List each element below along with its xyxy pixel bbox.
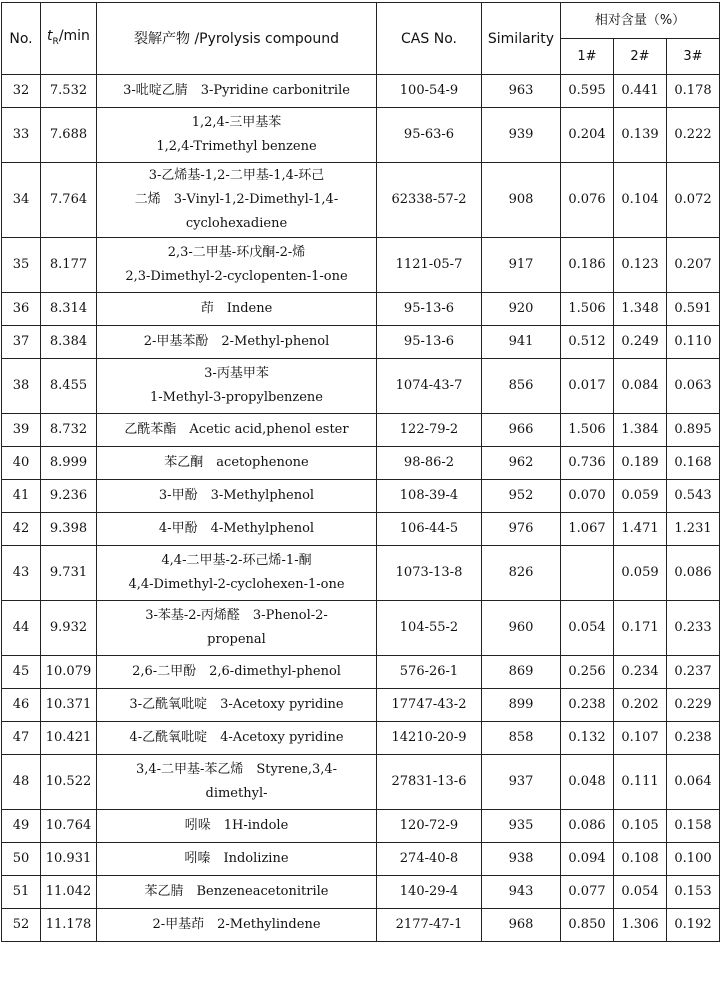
cell-sample-2: 1.384 [614, 414, 667, 447]
cell-no: 43 [2, 546, 41, 601]
cell-sample-1: 0.070 [561, 480, 614, 513]
table-body [2, 75, 720, 942]
cell-similarity: 826 [482, 546, 561, 601]
cell-cas: 95-63-6 [377, 108, 482, 163]
compound-name-line: 3-甲酚 3-Methylphenol [158, 488, 315, 503]
compound-name-line: 吲哚 1H-indole [184, 818, 289, 833]
cell-sample-3: 0.168 [667, 447, 720, 480]
cell-no: 36 [2, 293, 41, 326]
cell-retention-time: 8.177 [41, 238, 97, 293]
cell-no: 48 [2, 755, 41, 810]
cell-cas: 140-29-4 [377, 876, 482, 909]
cell-cas: 1074-43-7 [377, 359, 482, 414]
cell-retention-time: 9.398 [41, 513, 97, 546]
cell-sample-1: 0.850 [561, 909, 614, 942]
cell-sample-3: 0.543 [667, 480, 720, 513]
cell-sample-3: 0.153 [667, 876, 720, 909]
cell-compound [97, 480, 377, 513]
cell-cas: 100-54-9 [377, 75, 482, 108]
cell-similarity: 952 [482, 480, 561, 513]
cell-compound [97, 546, 377, 601]
cell-cas: 27831-13-6 [377, 755, 482, 810]
cell-sample-2: 0.104 [614, 163, 667, 238]
cell-similarity: 938 [482, 843, 561, 876]
compound-name-line: 4,4-Dimethyl-2-cyclohexen-1-one [128, 577, 345, 592]
cell-sample-2: 0.189 [614, 447, 667, 480]
cell-no: 46 [2, 689, 41, 722]
cell-sample-3: 0.591 [667, 293, 720, 326]
compound-name-line: 乙酰苯酯 Acetic acid,phenol ester [124, 422, 349, 437]
cell-sample-1: 0.595 [561, 75, 614, 108]
cell-compound [97, 163, 377, 238]
cell-sample-3: 0.072 [667, 163, 720, 238]
table-row [2, 238, 720, 293]
cell-retention-time: 8.455 [41, 359, 97, 414]
cell-retention-time: 11.178 [41, 909, 97, 942]
cell-compound [97, 843, 377, 876]
cell-sample-1 [561, 546, 614, 601]
cell-retention-time: 7.532 [41, 75, 97, 108]
cell-sample-1: 0.077 [561, 876, 614, 909]
cell-cas: 104-55-2 [377, 601, 482, 656]
cell-compound [97, 909, 377, 942]
compound-name-line: 1-Methyl-3-propylbenzene [149, 390, 323, 405]
cell-similarity: 869 [482, 656, 561, 689]
cell-sample-2: 0.084 [614, 359, 667, 414]
compound-name-line: 4,4-二甲基-2-环己烯-1-酮 [161, 553, 312, 568]
cell-no: 38 [2, 359, 41, 414]
cell-retention-time: 8.732 [41, 414, 97, 447]
compound-name-line: 3,4-二甲基-苯乙烯 Styrene,3,4- [135, 762, 338, 777]
cell-sample-3: 0.237 [667, 656, 720, 689]
cell-retention-time: 7.764 [41, 163, 97, 238]
cell-sample-2: 0.108 [614, 843, 667, 876]
cell-sample-2: 0.234 [614, 656, 667, 689]
cell-retention-time: 10.931 [41, 843, 97, 876]
compound-name-line: 3-乙酰氧吡啶 3-Acetoxy pyridine [129, 697, 344, 712]
cell-sample-1: 0.094 [561, 843, 614, 876]
cell-sample-2: 1.471 [614, 513, 667, 546]
cell-sample-2: 0.054 [614, 876, 667, 909]
cell-sample-3: 0.086 [667, 546, 720, 601]
compound-name-line: 3-苯基-2-丙烯醛 3-Phenol-2- [145, 608, 328, 623]
compound-name-line: 苯乙腈 Benzeneacetonitrile [144, 884, 329, 899]
cell-sample-1: 0.132 [561, 722, 614, 755]
cell-sample-1: 0.076 [561, 163, 614, 238]
compound-name-line: propenal [207, 632, 266, 647]
cell-sample-2: 0.441 [614, 75, 667, 108]
cell-cas: 95-13-6 [377, 326, 482, 359]
cell-retention-time: 11.042 [41, 876, 97, 909]
cell-compound [97, 447, 377, 480]
cell-sample-2: 0.202 [614, 689, 667, 722]
cell-cas: 122-79-2 [377, 414, 482, 447]
cell-cas: 1121-05-7 [377, 238, 482, 293]
cell-sample-1: 0.086 [561, 810, 614, 843]
header-sample-3: 3# [667, 39, 720, 75]
cell-cas: 14210-20-9 [377, 722, 482, 755]
cell-compound [97, 601, 377, 656]
cell-sample-2: 0.107 [614, 722, 667, 755]
cell-cas: 274-40-8 [377, 843, 482, 876]
cell-compound [97, 722, 377, 755]
header-sample-1: 1# [561, 39, 614, 75]
compound-name-line: 1,2,4-Trimethyl benzene [156, 139, 317, 154]
cell-sample-3: 0.100 [667, 843, 720, 876]
cell-compound [97, 414, 377, 447]
cell-retention-time: 10.522 [41, 755, 97, 810]
cell-sample-1: 1.506 [561, 414, 614, 447]
cell-sample-3: 0.064 [667, 755, 720, 810]
cell-no: 33 [2, 108, 41, 163]
cell-no: 35 [2, 238, 41, 293]
cell-sample-3: 0.063 [667, 359, 720, 414]
header-cas: CAS No. [377, 3, 482, 75]
cell-sample-1: 0.204 [561, 108, 614, 163]
compound-name-line: 3-乙烯基-1,2-二甲基-1,4-环己 [148, 168, 325, 183]
cell-retention-time: 9.236 [41, 480, 97, 513]
cell-no: 44 [2, 601, 41, 656]
cell-similarity: 899 [482, 689, 561, 722]
cell-similarity: 935 [482, 810, 561, 843]
cell-sample-1: 0.238 [561, 689, 614, 722]
compound-name-line: 吲嗪 Indolizine [184, 851, 289, 866]
cell-retention-time: 8.384 [41, 326, 97, 359]
cell-cas: 62338-57-2 [377, 163, 482, 238]
cell-sample-1: 0.736 [561, 447, 614, 480]
cell-compound [97, 75, 377, 108]
cell-sample-2: 1.306 [614, 909, 667, 942]
cell-retention-time: 8.314 [41, 293, 97, 326]
cell-similarity: 966 [482, 414, 561, 447]
cell-sample-1: 0.256 [561, 656, 614, 689]
cell-compound [97, 656, 377, 689]
cell-sample-2: 0.059 [614, 480, 667, 513]
compound-name-line: 2,6-二甲酚 2,6-dimethyl-phenol [132, 664, 341, 679]
compound-name-line: 3-丙基甲苯 [204, 366, 269, 381]
cell-sample-3: 0.192 [667, 909, 720, 942]
header-relative-content: 相对含量（%） [561, 3, 720, 39]
cell-compound [97, 876, 377, 909]
table-row [2, 414, 720, 447]
cell-sample-3: 0.222 [667, 108, 720, 163]
cell-sample-2: 0.123 [614, 238, 667, 293]
header-no: No. [2, 3, 41, 75]
cell-compound [97, 755, 377, 810]
cell-similarity: 941 [482, 326, 561, 359]
cell-sample-1: 0.048 [561, 755, 614, 810]
cell-sample-3: 0.110 [667, 326, 720, 359]
table-row [2, 359, 720, 414]
compound-name-line: 二烯 3-Vinyl-1,2-Dimethyl-1,4- [134, 192, 339, 207]
cell-compound [97, 238, 377, 293]
header-similarity: Similarity [482, 3, 561, 75]
cell-no: 42 [2, 513, 41, 546]
cell-sample-1: 0.186 [561, 238, 614, 293]
table-row [2, 293, 720, 326]
cell-compound [97, 810, 377, 843]
cell-retention-time: 9.731 [41, 546, 97, 601]
cell-sample-3: 0.178 [667, 75, 720, 108]
cell-cas: 106-44-5 [377, 513, 482, 546]
cell-no: 32 [2, 75, 41, 108]
header-sample-2: 2# [614, 39, 667, 75]
cell-sample-2: 0.105 [614, 810, 667, 843]
cell-no: 47 [2, 722, 41, 755]
cell-cas: 108-39-4 [377, 480, 482, 513]
cell-retention-time: 10.421 [41, 722, 97, 755]
cell-cas: 95-13-6 [377, 293, 482, 326]
cell-compound [97, 513, 377, 546]
table-row [2, 447, 720, 480]
cell-compound [97, 359, 377, 414]
cell-cas: 120-72-9 [377, 810, 482, 843]
table-row [2, 810, 720, 843]
cell-sample-2: 1.348 [614, 293, 667, 326]
cell-no: 52 [2, 909, 41, 942]
table-row [2, 601, 720, 656]
cell-similarity: 962 [482, 447, 561, 480]
table-row [2, 326, 720, 359]
cell-sample-3: 0.238 [667, 722, 720, 755]
cell-no: 51 [2, 876, 41, 909]
table-row [2, 722, 720, 755]
cell-sample-3: 0.895 [667, 414, 720, 447]
cell-similarity: 943 [482, 876, 561, 909]
table-row [2, 513, 720, 546]
cell-sample-2: 0.111 [614, 755, 667, 810]
compound-name-line: 2-甲基茚 2-Methylindene [152, 917, 321, 932]
table-row [2, 546, 720, 601]
cell-no: 37 [2, 326, 41, 359]
cell-sample-3: 0.233 [667, 601, 720, 656]
cell-sample-2: 0.249 [614, 326, 667, 359]
cell-compound [97, 293, 377, 326]
table-row [2, 755, 720, 810]
cell-sample-1: 0.054 [561, 601, 614, 656]
cell-no: 49 [2, 810, 41, 843]
cell-cas: 17747-43-2 [377, 689, 482, 722]
cell-cas: 98-86-2 [377, 447, 482, 480]
cell-sample-3: 0.229 [667, 689, 720, 722]
table-row [2, 876, 720, 909]
cell-sample-2: 0.171 [614, 601, 667, 656]
table-row [2, 843, 720, 876]
compound-name-line: 茚 Indene [200, 301, 273, 316]
cell-sample-1: 0.512 [561, 326, 614, 359]
cell-similarity: 856 [482, 359, 561, 414]
header-retention-time: $t_R/\min$ [41, 3, 97, 75]
pyrolysis-compound-table [1, 2, 720, 942]
cell-similarity: 939 [482, 108, 561, 163]
cell-retention-time: 8.999 [41, 447, 97, 480]
cell-no: 45 [2, 656, 41, 689]
cell-retention-time: 9.932 [41, 601, 97, 656]
cell-no: 34 [2, 163, 41, 238]
table-header [2, 3, 720, 75]
cell-similarity: 937 [482, 755, 561, 810]
cell-no: 50 [2, 843, 41, 876]
cell-similarity: 920 [482, 293, 561, 326]
compound-name-line: 2,3-二甲基-环戊酮-2-烯 [167, 245, 306, 260]
compound-name-line: 4-乙酰氧吡啶 4-Acetoxy pyridine [129, 730, 344, 745]
cell-no: 39 [2, 414, 41, 447]
cell-cas: 2177-47-1 [377, 909, 482, 942]
cell-cas: 1073-13-8 [377, 546, 482, 601]
table-row [2, 656, 720, 689]
cell-sample-3: 1.231 [667, 513, 720, 546]
cell-compound [97, 689, 377, 722]
table-row [2, 480, 720, 513]
compound-name-line: 4-甲酚 4-Methylphenol [158, 521, 315, 536]
compound-name-line: 2-甲基苯酚 2-Methyl-phenol [143, 334, 330, 349]
compound-name-line: 3-吡啶乙腈 3-Pyridine carbonitrile [123, 83, 350, 98]
cell-no: 41 [2, 480, 41, 513]
header-compound: 裂解产物 /Pyrolysis compound [97, 3, 377, 75]
cell-sample-1: 1.067 [561, 513, 614, 546]
cell-similarity: 963 [482, 75, 561, 108]
compound-name-line: 1,2,4-三甲基苯 [191, 115, 282, 130]
compound-name-line: cyclohexadiene [185, 216, 288, 231]
cell-sample-1: 1.506 [561, 293, 614, 326]
cell-similarity: 858 [482, 722, 561, 755]
cell-similarity: 908 [482, 163, 561, 238]
table-row [2, 108, 720, 163]
cell-similarity: 968 [482, 909, 561, 942]
table-row [2, 163, 720, 238]
table-row [2, 75, 720, 108]
cell-cas: 576-26-1 [377, 656, 482, 689]
cell-compound [97, 326, 377, 359]
table-row [2, 689, 720, 722]
cell-retention-time: 10.079 [41, 656, 97, 689]
compound-name-line: 苯乙酮 acetophenone [164, 455, 309, 470]
cell-similarity: 960 [482, 601, 561, 656]
cell-sample-3: 0.158 [667, 810, 720, 843]
cell-similarity: 976 [482, 513, 561, 546]
table-row [2, 909, 720, 942]
compound-name-line: 2,3-Dimethyl-2-cyclopenten-1-one [125, 269, 348, 284]
cell-retention-time: 10.371 [41, 689, 97, 722]
cell-similarity: 917 [482, 238, 561, 293]
cell-sample-3: 0.207 [667, 238, 720, 293]
compound-name-line: dimethyl- [205, 786, 268, 801]
cell-sample-2: 0.059 [614, 546, 667, 601]
cell-compound [97, 108, 377, 163]
cell-no: 40 [2, 447, 41, 480]
cell-sample-1: 0.017 [561, 359, 614, 414]
cell-sample-2: 0.139 [614, 108, 667, 163]
cell-retention-time: 10.764 [41, 810, 97, 843]
cell-retention-time: 7.688 [41, 108, 97, 163]
